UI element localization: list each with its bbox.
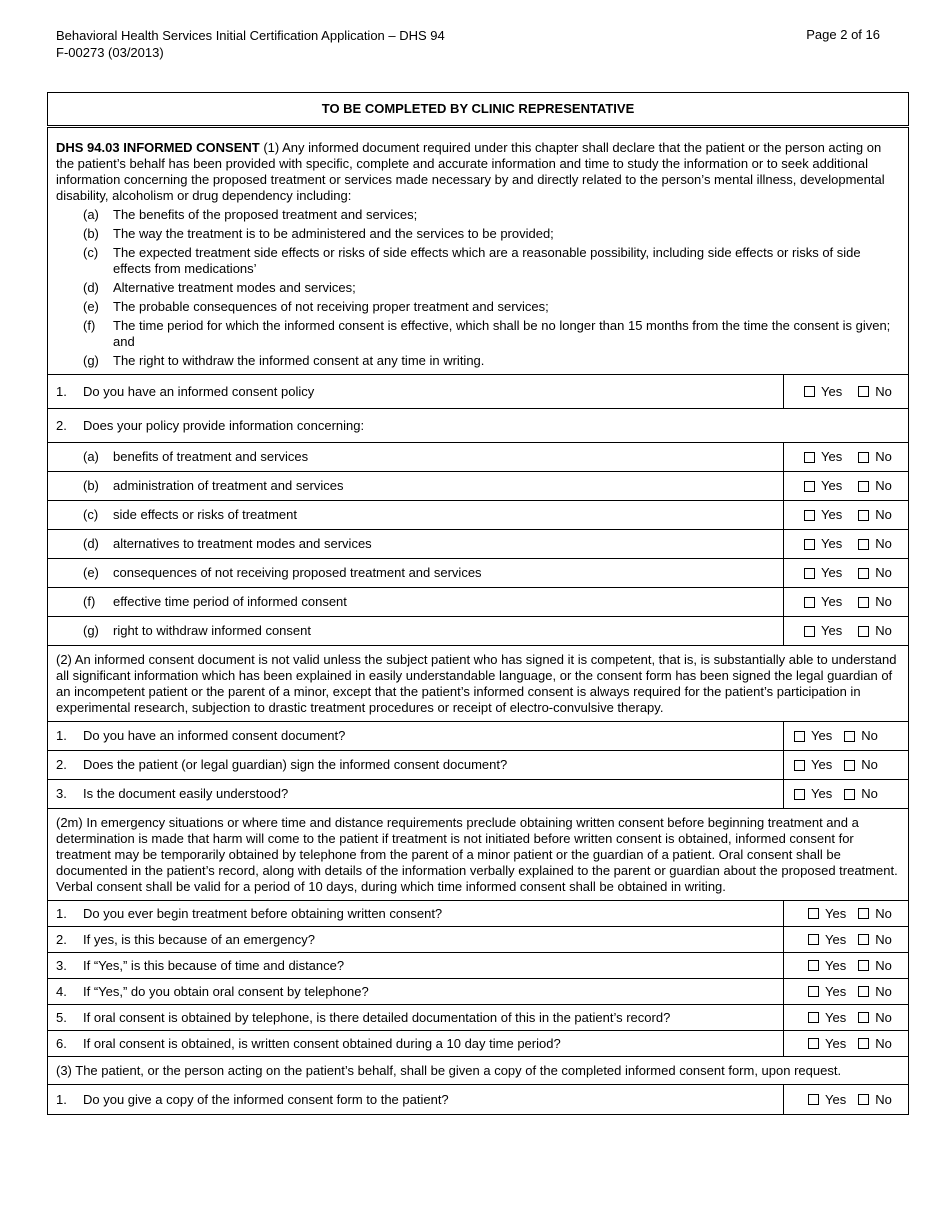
question-row [48,751,909,780]
question-row [48,780,909,809]
sub-letter: (e) [83,565,99,580]
question-number: 2. [56,417,67,433]
yes-checkbox[interactable] [794,731,805,742]
yes-checkbox[interactable] [808,1012,819,1023]
list-text: Alternative treatment modes and services; [113,280,356,295]
sub-text: consequences of not receiving proposed treatment and services [113,565,482,580]
yes-label: Yes [821,594,843,609]
sub-letter: (d) [83,536,99,551]
yes-checkbox[interactable] [804,452,815,463]
yes-checkbox[interactable] [808,908,819,919]
yes-checkbox[interactable] [794,789,805,800]
no-label: No [875,383,892,399]
sub-question-row [48,472,909,501]
no-checkbox[interactable] [858,1012,869,1023]
sub-letter: (g) [83,623,99,638]
yes-checkbox[interactable] [804,510,815,521]
question-number: 2. [56,931,67,947]
question-row [48,927,909,953]
no-label: No [875,983,892,999]
no-checkbox[interactable] [858,934,869,945]
yes-label: Yes [825,957,847,973]
yes-checkbox[interactable] [804,626,815,637]
question-text: Do you have an informed consent policy [83,383,315,399]
section-title: TO BE COMPLETED BY CLINIC REPRESENTATIVE [48,93,909,127]
question-text: Do you ever begin treatment before obtaining written consent? [83,905,443,921]
yes-label: Yes [825,983,847,999]
intro-list [56,207,900,369]
no-checkbox[interactable] [858,386,869,397]
intro-heading: DHS 94.03 INFORMED CONSENT [56,140,260,155]
sub-text: side effects or risks of treatment [113,507,297,522]
yes-checkbox[interactable] [808,986,819,997]
sub-question-row [48,588,909,617]
yes-label: Yes [811,786,833,801]
sub-question-row [48,559,909,588]
no-label: No [875,623,892,638]
yes-label: Yes [821,536,843,551]
list-item [56,245,900,277]
question-number: 1. [56,905,67,921]
section-2m-text: (2m) In emergency situations or where time and distance requirements preclude obtaining written consent before beginning treatment and a determination is made that harm will come to the patient if treatment is not initiated before written consent is obtained, informed consent for treatment may be temporarily obtained by telephone from the parent of a minor patient or the guardian of a patient. Oral consent shall be documented in the patient’s record, along with details of the information verbally explained to the parent or guardian about the proposed treatment. Verbal consent shall be valid for a period of 10 days, during which time informed consent shall be obtained in writing. [48,809,909,901]
question-number: 4. [56,983,67,999]
list-letter: (a) [83,207,99,222]
list-item [56,226,900,242]
yes-checkbox[interactable] [804,597,815,608]
question-text: Do you give a copy of the informed consent form to the patient? [83,1091,449,1107]
no-checkbox[interactable] [858,481,869,492]
question-row [48,409,909,443]
no-label: No [875,905,892,921]
question-number: 1. [56,1091,67,1107]
list-item [56,299,900,315]
yes-checkbox[interactable] [804,539,815,550]
question-text: If “Yes,” is this because of time and distance? [83,957,345,973]
yes-label: Yes [825,1035,847,1051]
sub-letter: (b) [83,478,99,493]
question-text: If oral consent is obtained by telephone, is there detailed documentation of this in the patient’s record? [83,1009,671,1025]
list-letter: (f) [83,318,96,333]
yes-checkbox[interactable] [804,568,815,579]
list-item [56,353,900,369]
list-text: The expected treatment side effects or risks of side effects which are a reasonable possibility, including side effects or risks of side effects from medications’ [113,245,861,276]
no-label: No [875,449,892,464]
yes-label: Yes [821,478,843,493]
no-label: No [875,594,892,609]
list-text: The right to withdraw the informed consent at any time in writing. [113,353,485,368]
list-text: The probable consequences of not receiving proper treatment and services; [113,299,549,314]
list-item [56,318,900,350]
sub-letter: (a) [83,449,99,464]
list-letter: (e) [83,299,99,314]
list-letter: (d) [83,280,99,295]
list-letter: (g) [83,353,99,368]
sub-text: benefits of treatment and services [113,449,309,464]
question-number: 1. [56,383,67,399]
question-row [48,953,909,979]
no-label: No [875,478,892,493]
no-label: No [875,1009,892,1025]
consent-form-table [47,92,909,1115]
question-row [48,1085,909,1115]
yes-label: Yes [825,1009,847,1025]
list-text: The way the treatment is to be administered and the services to be provided; [113,226,554,241]
sub-text: effective time period of informed consent [113,594,347,609]
no-label: No [861,728,878,743]
no-label: No [875,1035,892,1051]
list-letter: (b) [83,226,99,241]
question-text: Does the patient (or legal guardian) sign the informed consent document? [83,757,508,772]
no-checkbox[interactable] [858,568,869,579]
no-label: No [875,507,892,522]
sub-text: right to withdraw informed consent [113,623,311,638]
no-checkbox[interactable] [858,908,869,919]
no-label: No [875,957,892,973]
no-label: No [875,931,892,947]
question-row [48,1031,909,1057]
yes-label: Yes [825,1091,847,1107]
question-text: Is the document easily understood? [83,786,289,801]
no-checkbox[interactable] [858,510,869,521]
yes-checkbox[interactable] [808,934,819,945]
question-text: If yes, is this because of an emergency? [83,931,315,947]
question-number: 3. [56,786,67,801]
no-checkbox[interactable] [844,789,855,800]
question-text: Does your policy provide information concerning: [83,417,365,433]
no-checkbox[interactable] [858,986,869,997]
no-checkbox[interactable] [858,626,869,637]
sub-letter: (c) [83,507,99,522]
yes-label: Yes [821,449,843,464]
no-checkbox[interactable] [858,597,869,608]
sub-question-row [48,501,909,530]
intro-text: (1) Any informed document required under this chapter shall declare that the patient or the person acting on the patient’s behalf has been provided with specific, complete and accurate information and time to study the information or to seek additional information concerning the proposed treatment or services made necessary by and directly related to the person’s mental illness, developmental disability, alcoholism or drug dependency including: [56,140,885,203]
section-2-text: (2) An informed consent document is not valid unless the subject patient who has signed it is competent, that is, is substantially able to understand all significant information which has been explained in easily understandable language, or the consent form has been signed the legal guardian of an incompetent patient or the parent of a minor, except that the patient’s informed consent is always required for the patient’s participation in experimental research, subjection to drastic treatment procedures or receipt of electro-convulsive therapy. [48,646,909,722]
yes-checkbox[interactable] [808,1038,819,1049]
list-text: The benefits of the proposed treatment and services; [113,207,418,222]
question-row [48,722,909,751]
question-number: 3. [56,957,67,973]
sub-question-row [48,530,909,559]
list-item [56,280,900,296]
yes-label: Yes [821,507,843,522]
no-label: No [861,786,878,801]
yes-label: Yes [821,383,843,399]
sub-text: administration of treatment and services [113,478,344,493]
list-text: The time period for which the informed consent is effective, which shall be no longer than 15 months from the time the consent is given; and [113,318,891,349]
question-number: 5. [56,1009,67,1025]
no-label: No [875,1091,892,1107]
no-label: No [861,757,878,772]
yes-label: Yes [825,931,847,947]
informed-consent-intro [48,127,909,375]
yes-checkbox[interactable] [804,386,815,397]
yes-checkbox[interactable] [794,760,805,771]
question-row [48,901,909,927]
form-title: Behavioral Health Services Initial Certification Application – DHS 94 [56,28,445,43]
question-text: Do you have an informed consent document? [83,728,346,743]
form-number: F-00273 (03/2013) [56,45,164,60]
question-text: If “Yes,” do you obtain oral consent by telephone? [83,983,369,999]
no-checkbox[interactable] [858,452,869,463]
section-3-text: (3) The patient, or the person acting on the patient’s behalf, shall be given a copy of the completed informed consent form, upon request. [48,1057,909,1085]
no-checkbox[interactable] [858,1038,869,1049]
no-label: No [875,536,892,551]
yes-checkbox[interactable] [804,481,815,492]
sub-text: alternatives to treatment modes and services [113,536,372,551]
question-number: 6. [56,1035,67,1051]
sub-question-row [48,443,909,472]
yes-label: Yes [811,728,833,743]
yes-label: Yes [811,757,833,772]
question-row [48,979,909,1005]
question-number: 1. [56,728,67,743]
no-checkbox[interactable] [858,960,869,971]
no-checkbox[interactable] [858,539,869,550]
document-header [56,27,445,61]
question-row [48,1005,909,1031]
sub-question-row [48,617,909,646]
question-number: 2. [56,757,67,772]
no-checkbox[interactable] [858,1094,869,1105]
question-text: If oral consent is obtained, is written consent obtained during a 10 day time period? [83,1035,561,1051]
question-row [48,375,909,409]
yes-label: Yes [825,905,847,921]
yes-label: Yes [821,565,843,580]
list-letter: (c) [83,245,99,260]
yes-checkbox[interactable] [808,960,819,971]
page-number: Page 2 of 16 [806,27,880,42]
yes-label: Yes [821,623,843,638]
no-label: No [875,565,892,580]
no-checkbox[interactable] [844,760,855,771]
sub-letter: (f) [83,594,96,609]
list-item [56,207,900,223]
yes-checkbox[interactable] [808,1094,819,1105]
no-checkbox[interactable] [844,731,855,742]
